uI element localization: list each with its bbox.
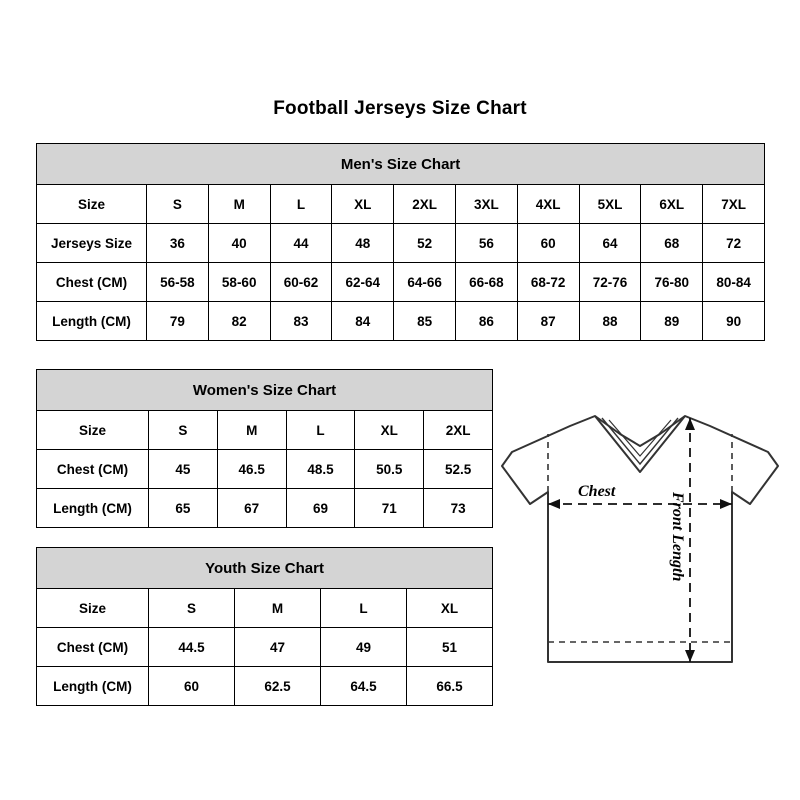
- tshirt-icon: [500, 404, 780, 694]
- table-cell: 72: [703, 224, 765, 263]
- table-cell: 90: [703, 302, 765, 341]
- chest-measure-label: Chest: [578, 483, 616, 500]
- mens-size-chart: [36, 143, 764, 341]
- table-cell: 45: [149, 450, 218, 489]
- table-cell: 48.5: [286, 450, 355, 489]
- table-cell: 4XL: [517, 185, 579, 224]
- table-cell: M: [208, 185, 270, 224]
- table-row: [37, 302, 765, 341]
- table-cell: 64-66: [394, 263, 456, 302]
- table-cell: 36: [147, 224, 209, 263]
- table-header-row: [37, 548, 493, 589]
- table-cell: XL: [407, 589, 493, 628]
- mens-size-table: [36, 143, 765, 341]
- table-cell: 51: [407, 628, 493, 667]
- row-label: Length (CM): [37, 489, 149, 528]
- table-cell: 56-58: [147, 263, 209, 302]
- table-row: [37, 450, 493, 489]
- table-cell: 68: [641, 224, 703, 263]
- table-cell: 66-68: [455, 263, 517, 302]
- table-cell: S: [149, 589, 235, 628]
- womens-size-table: [36, 369, 493, 528]
- youth-size-chart: [36, 547, 492, 706]
- table-cell: 47: [235, 628, 321, 667]
- table-header-row: [37, 144, 765, 185]
- table-row: [37, 489, 493, 528]
- table-cell: 62.5: [235, 667, 321, 706]
- row-label: Chest (CM): [37, 450, 149, 489]
- table-cell: XL: [332, 185, 394, 224]
- table-cell: 5XL: [579, 185, 641, 224]
- table-cell: 46.5: [217, 450, 286, 489]
- table-cell: 44: [270, 224, 332, 263]
- table-cell: 44.5: [149, 628, 235, 667]
- table-cell: 64: [579, 224, 641, 263]
- table-cell: M: [217, 411, 286, 450]
- table-cell: 56: [455, 224, 517, 263]
- mens-section-header: Men's Size Chart: [37, 144, 765, 185]
- row-label: Jerseys Size: [37, 224, 147, 263]
- table-cell: L: [270, 185, 332, 224]
- page-title: Football Jerseys Size Chart: [273, 98, 527, 119]
- table-cell: 79: [147, 302, 209, 341]
- table-cell: 82: [208, 302, 270, 341]
- table-cell: 71: [355, 489, 424, 528]
- row-label: Size: [37, 185, 147, 224]
- table-cell: 7XL: [703, 185, 765, 224]
- row-label: Size: [37, 589, 149, 628]
- womens-size-chart: [36, 369, 492, 528]
- table-cell: 76-80: [641, 263, 703, 302]
- table-cell: 49: [321, 628, 407, 667]
- table-cell: 87: [517, 302, 579, 341]
- tshirt-measurement-diagram: [500, 404, 780, 694]
- table-header-row: [37, 370, 493, 411]
- table-cell: XL: [355, 411, 424, 450]
- table-cell: 52: [394, 224, 456, 263]
- table-cell: 73: [424, 489, 493, 528]
- table-cell: 72-76: [579, 263, 641, 302]
- table-cell: 40: [208, 224, 270, 263]
- table-row: [37, 185, 765, 224]
- table-cell: 52.5: [424, 450, 493, 489]
- table-cell: 3XL: [455, 185, 517, 224]
- table-cell: 86: [455, 302, 517, 341]
- table-cell: 60: [517, 224, 579, 263]
- table-cell: 83: [270, 302, 332, 341]
- table-cell: 84: [332, 302, 394, 341]
- table-cell: 80-84: [703, 263, 765, 302]
- table-row: [37, 589, 493, 628]
- table-cell: 64.5: [321, 667, 407, 706]
- row-label: Size: [37, 411, 149, 450]
- table-cell: 89: [641, 302, 703, 341]
- table-cell: 2XL: [424, 411, 493, 450]
- front-length-measure-label: Front Length: [669, 492, 686, 582]
- table-cell: 60-62: [270, 263, 332, 302]
- table-cell: 50.5: [355, 450, 424, 489]
- table-row: [37, 667, 493, 706]
- table-row: [37, 411, 493, 450]
- table-cell: 62-64: [332, 263, 394, 302]
- table-cell: S: [149, 411, 218, 450]
- table-row: [37, 224, 765, 263]
- table-cell: 69: [286, 489, 355, 528]
- row-label: Chest (CM): [37, 263, 147, 302]
- youth-section-header: Youth Size Chart: [37, 548, 493, 589]
- table-cell: 60: [149, 667, 235, 706]
- table-cell: 85: [394, 302, 456, 341]
- table-cell: 65: [149, 489, 218, 528]
- table-cell: 6XL: [641, 185, 703, 224]
- table-cell: 2XL: [394, 185, 456, 224]
- table-cell: 68-72: [517, 263, 579, 302]
- womens-section-header: Women's Size Chart: [37, 370, 493, 411]
- youth-size-table: [36, 547, 493, 706]
- table-cell: 67: [217, 489, 286, 528]
- table-cell: M: [235, 589, 321, 628]
- row-label: Chest (CM): [37, 628, 149, 667]
- row-label: Length (CM): [37, 667, 149, 706]
- table-cell: L: [286, 411, 355, 450]
- table-cell: S: [147, 185, 209, 224]
- table-cell: 48: [332, 224, 394, 263]
- table-cell: L: [321, 589, 407, 628]
- table-row: [37, 628, 493, 667]
- table-cell: 58-60: [208, 263, 270, 302]
- table-row: [37, 263, 765, 302]
- table-cell: 88: [579, 302, 641, 341]
- row-label: Length (CM): [37, 302, 147, 341]
- table-cell: 66.5: [407, 667, 493, 706]
